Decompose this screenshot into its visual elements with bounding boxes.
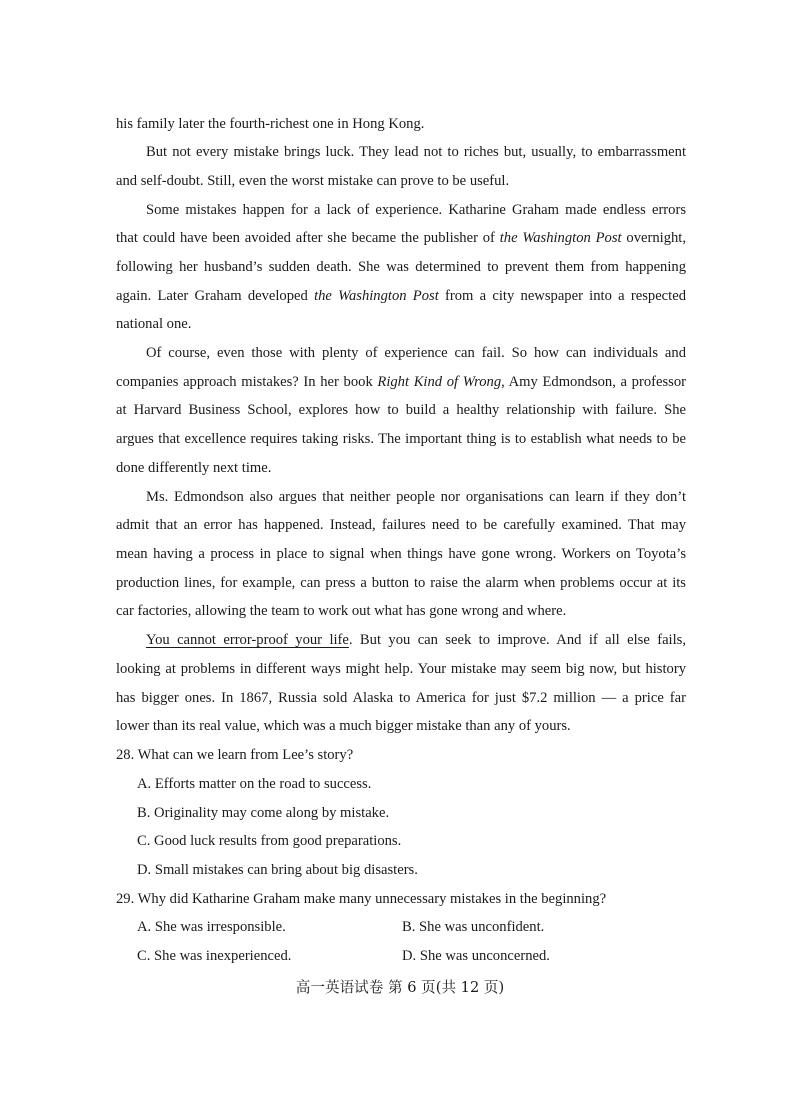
passage-line: his family later the fourth-richest one in Hong Kong.	[116, 116, 425, 132]
question-stem: 28. What can we learn from Lee’s story?	[116, 747, 354, 763]
answer-option: D. She was unconcerned.	[402, 948, 550, 964]
passage-line: at Harvard Business School, explores how to build a healthy relationship with failure. She	[116, 402, 686, 418]
passage-line: looking at problems in different ways might help. Your mistake may seem big now, but history	[116, 661, 686, 677]
answer-option: D. Small mistakes can bring about big disasters.	[137, 862, 418, 878]
book-title: Right Kind of Wrong	[377, 374, 502, 390]
passage-line: has bigger ones. In 1867, Russia sold Alaska to America for just $7.2 million — a price far	[116, 690, 686, 706]
page-footer: 高一英语试卷 第 6 页(共 12 页)	[295, 979, 505, 996]
answer-option: B. She was unconfident.	[402, 919, 545, 935]
publication-title: the Washington Post	[314, 288, 439, 304]
passage-line: that could have been avoided after she became the publisher of the Washington Post overnight,	[116, 230, 686, 246]
passage-line: Ms. Edmondson also argues that neither people nor organisations can learn if they don’t	[146, 489, 686, 505]
answer-option: A. Efforts matter on the road to success.	[137, 776, 372, 792]
passage-line: admit that an error has happened. Instead, failures need to be carefully examined. That may	[116, 517, 686, 533]
passage-line: Of course, even those with plenty of experience can fail. So how can individuals and	[146, 345, 686, 361]
passage-line: companies approach mistakes? In her book Right Kind of Wrong, Amy Edmondson, a professor	[116, 374, 686, 390]
passage-line: done differently next time.	[116, 460, 272, 476]
question-stem: 29. Why did Katharine Graham make many unnecessary mistakes in the beginning?	[116, 891, 607, 907]
answer-option: A. She was irresponsible.	[137, 919, 286, 935]
passage-line: argues that excellence requires taking risks. The important thing is to establish what needs to be	[116, 431, 686, 447]
passage-line: You cannot error-proof your life. But you can seek to improve. And if all else fails,	[146, 632, 686, 648]
passage-line: again. Later Graham developed the Washington Post from a city newspaper into a respected	[116, 288, 686, 304]
passage-line: production lines, for example, can press a button to raise the alarm when problems occur at its	[116, 575, 686, 591]
passage-line: and self-doubt. Still, even the worst mistake can prove to be useful.	[116, 173, 510, 189]
passage-line: Some mistakes happen for a lack of experience. Katharine Graham made endless errors	[146, 202, 686, 218]
passage-line: following her husband’s sudden death. She was determined to prevent them from happening	[116, 259, 686, 275]
answer-option: C. She was inexperienced.	[137, 948, 292, 964]
answer-option: C. Good luck results from good preparations.	[137, 833, 402, 849]
publication-title: the Washington Post	[499, 230, 622, 246]
passage-line: lower than its real value, which was a much bigger mistake than any of yours.	[116, 718, 571, 734]
answer-option: B. Originality may come along by mistake.	[137, 805, 390, 821]
passage-line: car factories, allowing the team to work out what has gone wrong and where.	[116, 603, 567, 619]
underlined-phrase: You cannot error-proof your life	[146, 632, 349, 648]
passage-line: But not every mistake brings luck. They lead not to riches but, usually, to embarrassment	[146, 144, 686, 160]
passage-line: mean having a process in place to signal when things have gone wrong. Workers on Toyota’s	[116, 546, 686, 562]
passage-line: national one.	[116, 316, 192, 332]
